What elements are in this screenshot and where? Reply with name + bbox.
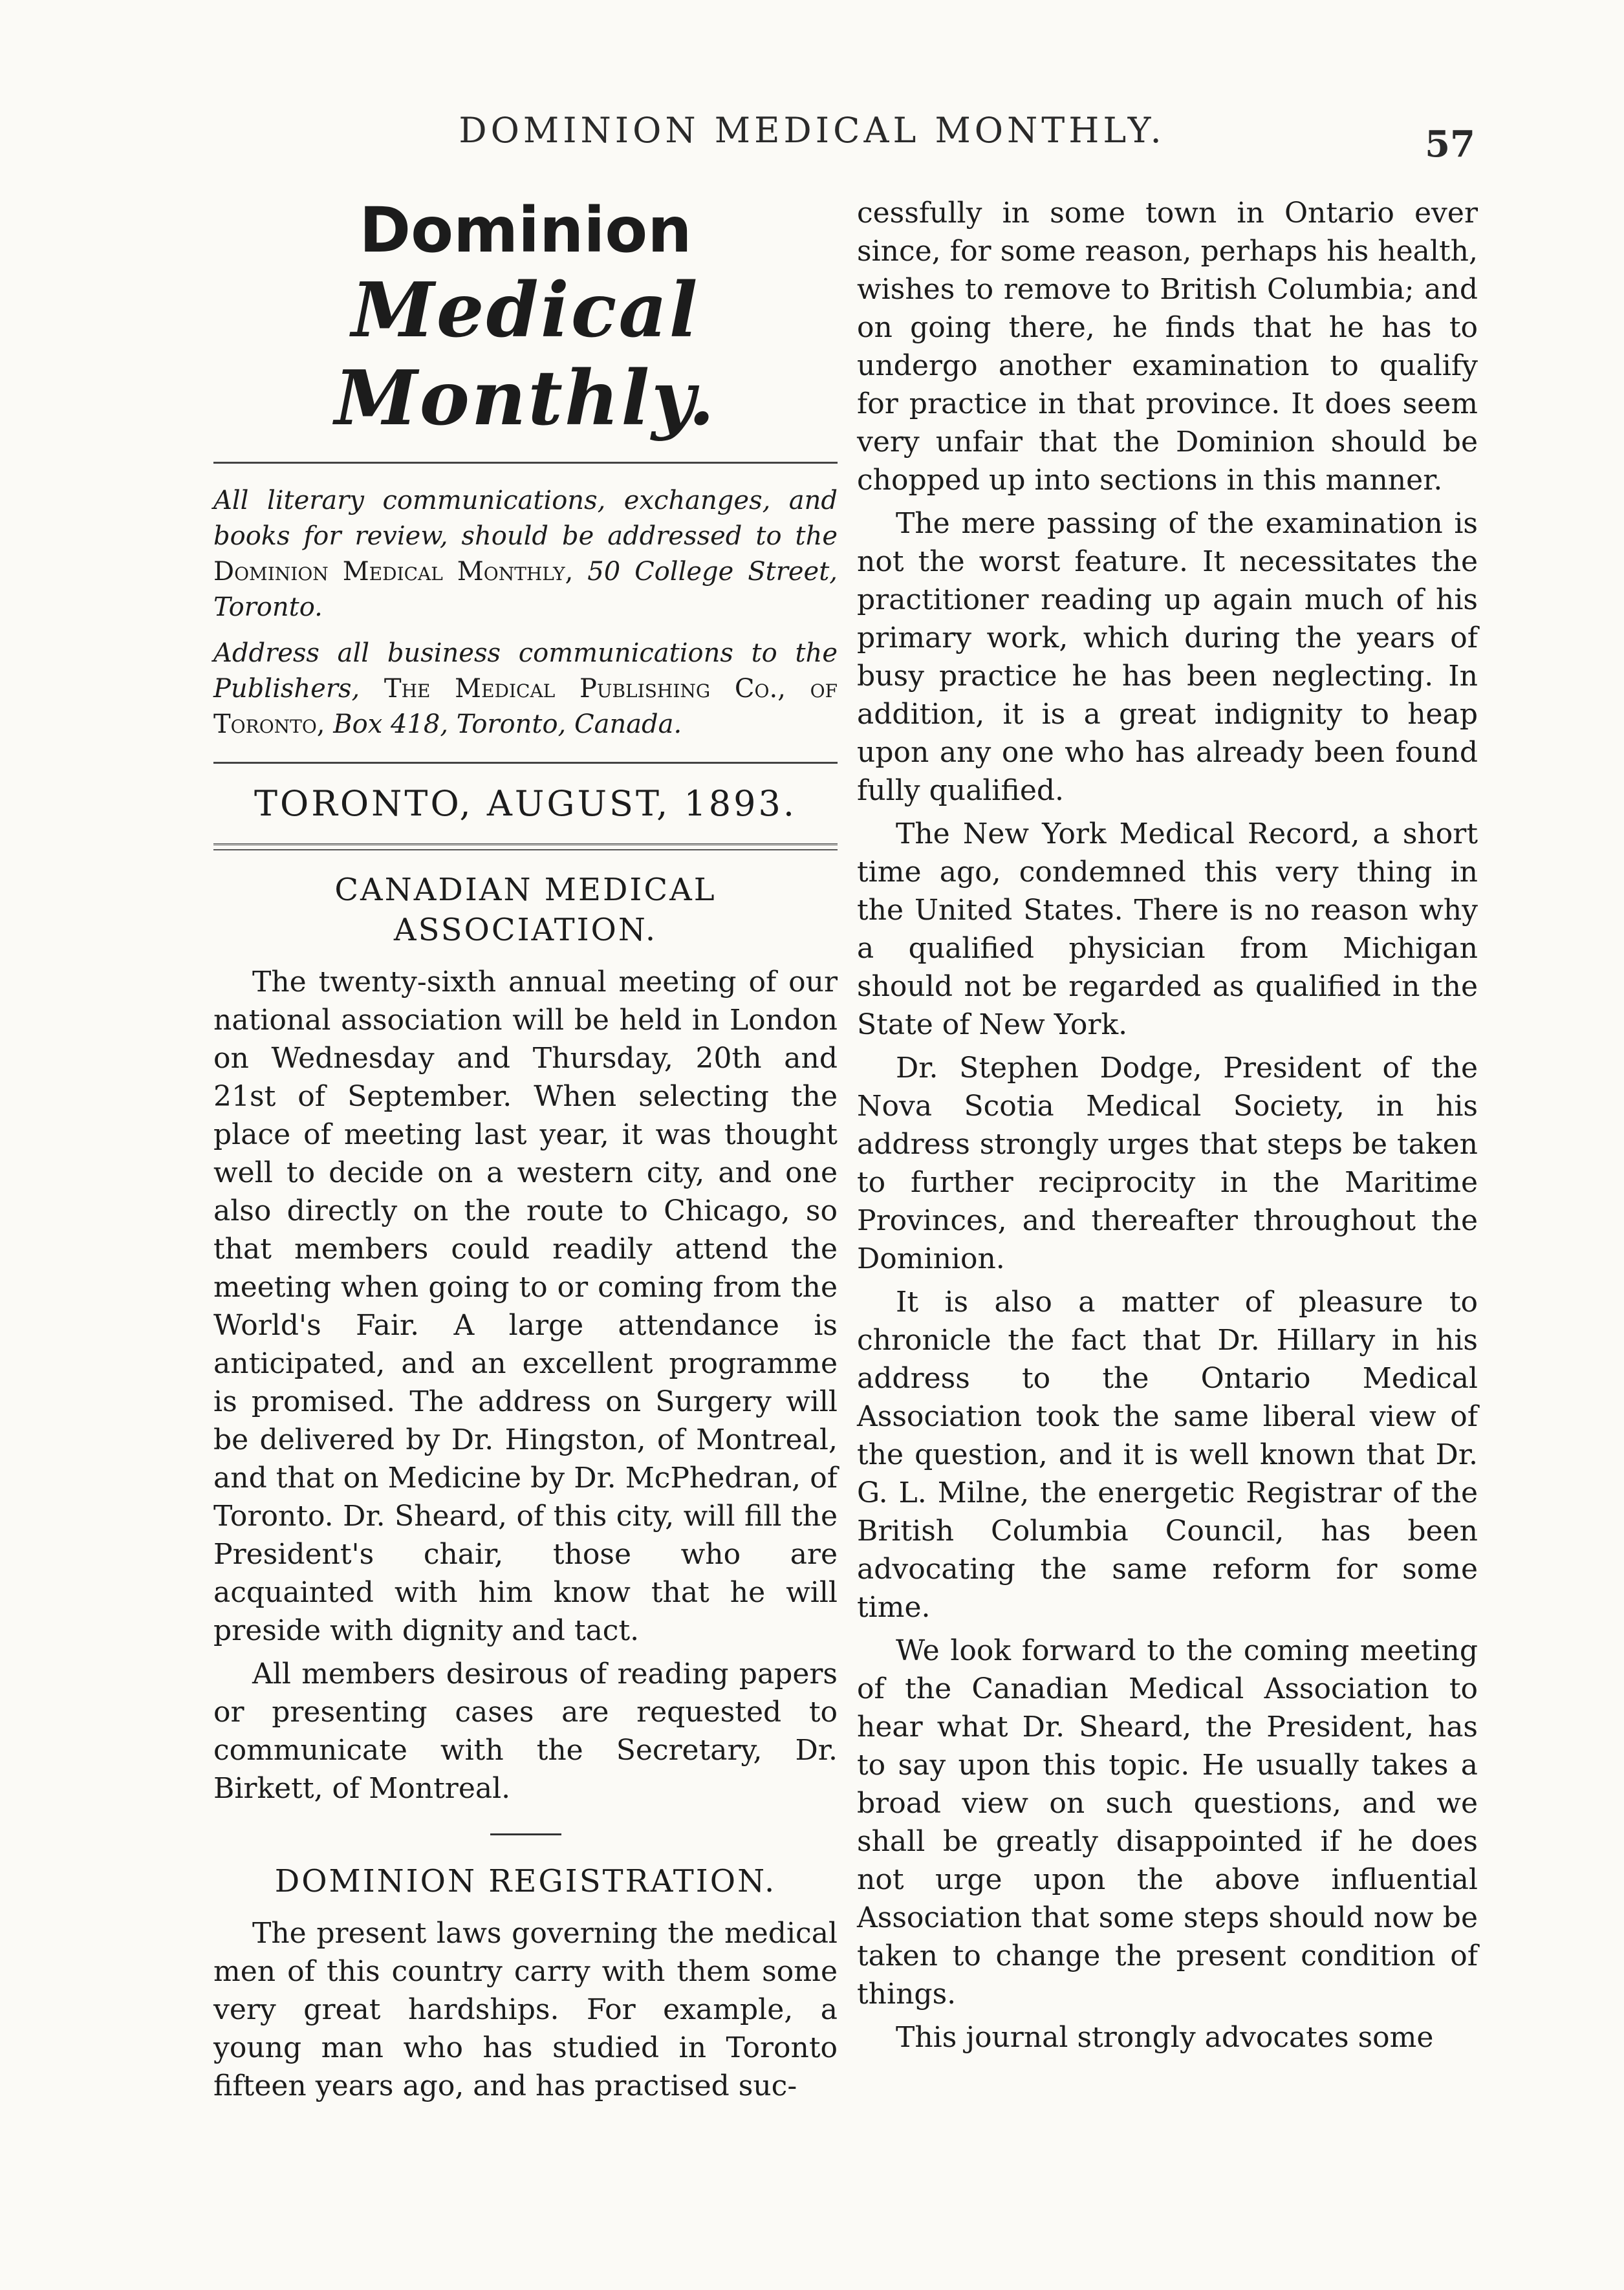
masthead-subtitle: Medical Monthly. bbox=[334, 266, 717, 442]
registration-paragraph-3: The New York Medical Record, a short time ago, condemned this very thing in the United States. There is no reason why a qualified physician from Michigan should not be regarded as qualified in the State of New York. bbox=[857, 817, 1478, 1041]
page-number: 57 bbox=[1425, 123, 1475, 166]
running-head: DOMINION MEDICAL MONTHLY. bbox=[459, 110, 1165, 151]
registration-paragraph-1: The present laws governing the medical men of this country carry with them some very great hardships. For example, a young man who has studied in Toronto fifteen years ago, and has practised suc- bbox=[213, 1917, 838, 2102]
right-column bbox=[857, 194, 1478, 2062]
masthead-rule bbox=[213, 462, 838, 464]
section-divider bbox=[490, 1833, 561, 1835]
notice-business: Address all business communications to the Publishers, The Medical Publishing Co., of Toronto, Box 418, Toronto, Canada. bbox=[213, 638, 838, 739]
masthead-title: Dominion bbox=[359, 194, 692, 266]
cma-heading: CANADIAN MEDICAL ASSOCIATION. bbox=[334, 872, 717, 948]
registration-continuation: cessfully in some town in Ontario ever since, for some reason, perhaps his health, wishes to remove to British Columbia; and on going there, he finds that he has to undergo another examination to qualify for practice in that province. It does seem very unfair that the Dominion should be chopped up into sections in this manner. bbox=[857, 197, 1478, 497]
cma-paragraph-1: The twenty-sixth annual meeting of our national association will be held in London on Wednesday and Thursday, 20th and 21st of September. When selecting the place of meeting last year, it was thought well to decide on a western city, and one also directly on the route to Chicago, so that members could readily attend the meeting when going to or coming from the World's Fair. A large attendance is anticipated, and an excellent programme is promised. The address on Surgery will be delivered by Dr. Hingston, of Montreal, and that on Medicine by Dr. McPhedran, of Toronto. Dr. Sheard, of this city, will fill the President's chair, those who are acquainted with him know that he will preside with dignity and tact. bbox=[213, 966, 838, 1647]
registration-paragraph-6: We look forward to the coming meeting of the Canadian Medical Association to hear what Dr. Sheard, the President, has to say upon this topic. He usually takes a broad view on such questions, and we shall be greatly disappointed if he does not urge upon the above influential Association that some steps should now be taken to change the present condition of things. bbox=[857, 1634, 1478, 2011]
dateline: TORONTO, AUGUST, 1893. bbox=[254, 783, 797, 824]
notice-literary: All literary communications, exchanges, and books for review, should be addressed to the Dominion Medical Monthly, 50 College Street, Toronto. bbox=[213, 486, 838, 622]
registration-paragraph-7: This journal strongly advocates some bbox=[896, 2021, 1434, 2054]
left-column bbox=[213, 194, 838, 2110]
registration-paragraph-5: It is also a matter of pleasure to chronicle the fact that Dr. Hillary in his address to the Ontario Medical Association took the same liberal view of the question, and it is well known that Dr. G. L. Milne, the energetic Registrar of the British Columbia Council, has been advocating the same reform for some time. bbox=[857, 1286, 1478, 1624]
registration-paragraph-2: The mere passing of the examination is not the worst feature. It necessitates the practitioner reading up again much of his primary work, which during the years of busy practice he has been neglecting. In addition, it is a great indignity to heap upon any one who has already been found fully qualified. bbox=[857, 507, 1478, 807]
registration-paragraph-4: Dr. Stephen Dodge, President of the Nova Scotia Medical Society, in his address strongly urges that steps be taken to further reciprocity in the Maritime Provinces, and thereafter throughout the Dominion. bbox=[857, 1052, 1478, 1275]
cma-paragraph-2: All members desirous of reading papers or presenting cases are requested to communicate with the Secretary, Dr. Birkett, of Montreal. bbox=[213, 1658, 838, 1805]
registration-heading: DOMINION REGISTRATION. bbox=[274, 1863, 777, 1899]
dateline-rule bbox=[213, 843, 838, 850]
notice-rule bbox=[213, 762, 838, 764]
